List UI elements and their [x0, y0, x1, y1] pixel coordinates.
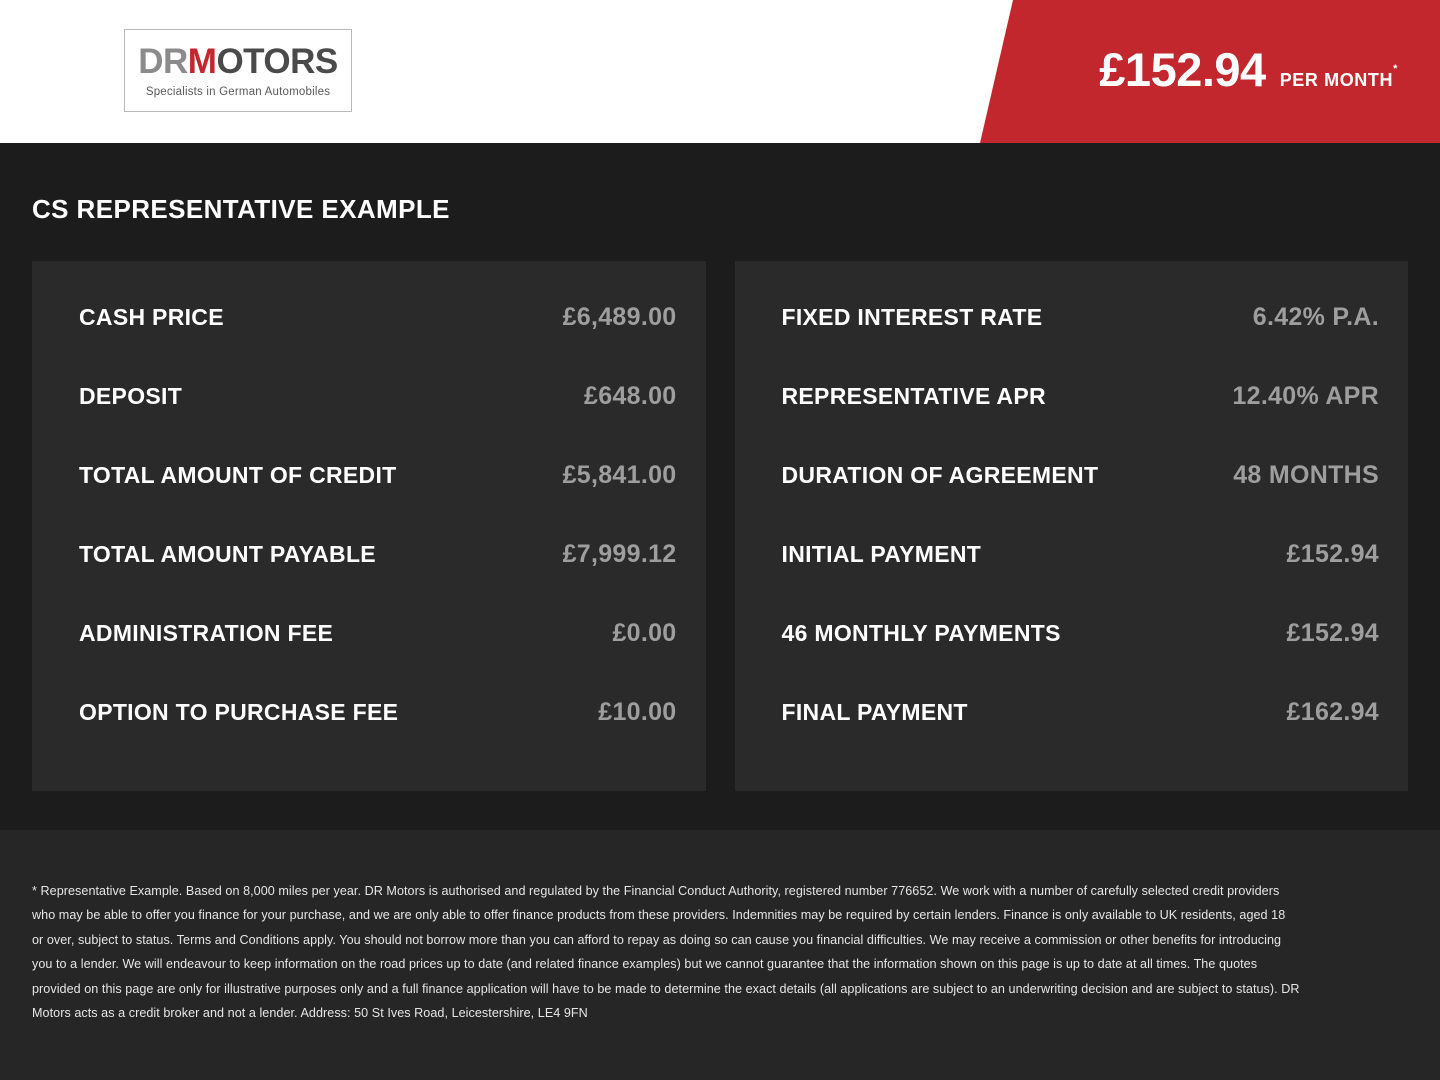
dr-motors-logo[interactable] — [124, 29, 352, 112]
logo-text-dr: DR — [138, 41, 188, 81]
monthly-price-value: £152.94 — [1099, 43, 1266, 96]
table-row — [79, 382, 677, 461]
row-value: £162.94 — [1286, 698, 1379, 726]
row-value: 12.40% APR — [1232, 382, 1379, 410]
row-label: TOTAL AMOUNT PAYABLE — [79, 541, 376, 567]
logo-wordmark — [138, 41, 338, 81]
row-label: TOTAL AMOUNT OF CREDIT — [79, 462, 397, 488]
row-value: £10.00 — [598, 698, 677, 726]
row-label: INITIAL PAYMENT — [781, 541, 982, 567]
asterisk-mark: * — [1393, 63, 1398, 76]
table-row — [782, 698, 1380, 777]
table-row — [79, 698, 677, 777]
page-title: CS REPRESENTATIVE EXAMPLE — [32, 194, 450, 224]
row-label: DEPOSIT — [79, 383, 183, 409]
table-row — [79, 303, 677, 382]
row-label: 46 MONTHLY PAYMENTS — [781, 620, 1061, 646]
row-value: £5,841.00 — [562, 461, 677, 489]
per-month-text: PER MONTH — [1279, 70, 1394, 90]
logo-tagline: Specialists in German Automobiles — [145, 85, 331, 98]
main-content — [0, 194, 1440, 791]
table-row — [782, 303, 1380, 382]
table-row — [782, 382, 1380, 461]
page-header — [0, 0, 1440, 143]
row-label: CASH PRICE — [79, 304, 224, 330]
row-value: £6,489.00 — [562, 303, 677, 331]
row-value: £0.00 — [612, 619, 677, 647]
table-row — [782, 540, 1380, 619]
left-details-panel — [32, 261, 706, 791]
row-label: OPTION TO PURCHASE FEE — [79, 699, 399, 725]
row-label: FINAL PAYMENT — [781, 699, 968, 725]
row-label: ADMINISTRATION FEE — [79, 620, 334, 646]
row-label: DURATION OF AGREEMENT — [781, 462, 1099, 488]
row-label: FIXED INTEREST RATE — [781, 304, 1043, 330]
row-label: REPRESENTATIVE APR — [781, 383, 1046, 409]
monthly-price-block — [1099, 43, 1398, 96]
table-row — [782, 619, 1380, 698]
table-row — [79, 619, 677, 698]
row-value: £152.94 — [1286, 540, 1379, 568]
row-value: £648.00 — [584, 382, 677, 410]
finance-panels — [32, 261, 1408, 791]
row-value: £7,999.12 — [562, 540, 677, 568]
row-value: 6.42% P.A. — [1252, 303, 1379, 331]
monthly-price-label — [1279, 63, 1398, 91]
row-value: £152.94 — [1286, 619, 1379, 647]
disclaimer-text: * Representative Example. Based on 8,000 miles per year. DR Motors is authorised and regulated by the Financial Conduct Authority, registered number 776652. We work with a number of carefully selected credit providers who may be able to offer you finance for your purchase, and we are only able to offer finance products from these providers. Indemnities may be required by certain lenders. Finance is only available to UK residents, aged 18 or over, subject to status. Terms and Conditions apply. You should not borrow more than you can afford to repay as doing so can cause you financial difficulties. We may receive a commission or other benefits for introducing you to a lender. We will endeavour to keep information on the road prices up to date (and related finance examples) but we cannot guarantee that the information shown on this page is up to date at all times. The quotes provided on this page are only for illustrative purposes only and a full finance application will have to be made to determine the exact details (all applications are subject to an underwriting decision and are subject to status). DR Motors acts as a credit broker and not a lender. Address: 50 St Ives Road, Leicestershire, LE4 9FN — [32, 883, 1300, 1021]
logo-text-m: M — [187, 41, 217, 81]
table-row — [782, 461, 1380, 540]
table-row — [79, 540, 677, 619]
right-details-panel — [735, 261, 1409, 791]
logo-text-otors: OTORS — [216, 41, 338, 81]
table-row — [79, 461, 677, 540]
row-value: 48 MONTHS — [1233, 461, 1379, 489]
page-footer — [0, 830, 1440, 1080]
